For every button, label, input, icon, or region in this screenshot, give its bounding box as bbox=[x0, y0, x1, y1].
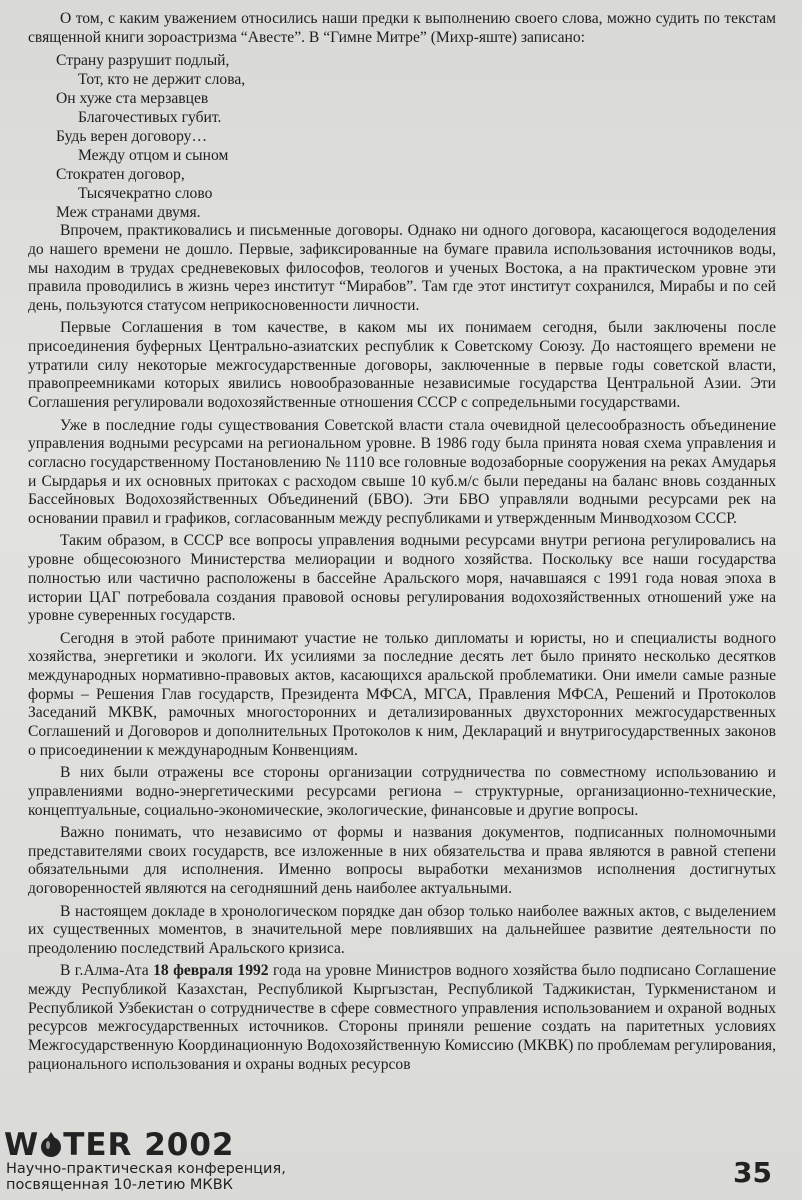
body-paragraph: Уже в последние годы существования Советской власти стала очевидной целесообразность объединение управления водными ресурсами на региональном уровне. В 1986 году была принята новая схема управления и согласно государственному Постановлению № 1110 все головные водозаборные сооружения на реках Амударья и Сырдарья и их основных притоках с расходом свыше 10 куб.м/с были переданы на баланс вновь созданных Бассейновых Водохозяйственных Объединений (БВО). Эти БВО управляли водными ресурсами рек на основании правил и графиков, согласованным между республиками и утвержденным Минводхозом СССР. bbox=[28, 416, 776, 528]
conference-line-2: посвященная 10-летию МКВК bbox=[6, 1177, 233, 1193]
poem-line: Между отцом и сыном bbox=[78, 147, 229, 165]
page-footer bbox=[0, 1128, 802, 1200]
poem-line: Стократен договор, bbox=[56, 166, 185, 184]
body-paragraph: Впрочем, практиковались и письменные договоры. Однако ни одного договора, касающегося вододеления до нашего времени не дошло. Первые, зафиксированные на бумаге правила использования источников воды, мы находим в трудах средневековых философов, теологов и ученых Востока, а на практическом уровне эти правила проводились в жизнь через институт “Мирабов”. Там где этот институт сохранился, Мирабы и по сей день, пользуются статусом неприкосновенности личности. bbox=[28, 222, 776, 314]
document-page bbox=[28, 10, 776, 1078]
intro-paragraph: О том, с каким уважением относились наши предки к выполнению своего слова, можно судить по текстам священной книги зороастризма “Авесте”. В “Гимне Митре” (Михр-яште) записано: bbox=[28, 10, 776, 46]
conference-line-1: Научно-практическая конференция, bbox=[6, 1161, 286, 1177]
poem-line: Страну разрушит подлый, bbox=[56, 52, 230, 70]
body-paragraphs bbox=[28, 222, 776, 959]
body-paragraph: Таким образом, в СССР все вопросы управления водными ресурсами внутри региона регулировались на уровне общесоюзного Министерства мелиорации и водного хозяйства. Поскольку все наши государства полностью или частично расположены в бассейне Аральского моря, начавшаяся с 1991 года новая эпоха в истории ЦАГ потребовала создания правовой основы регулирования водохозяйственных отношений уже на уровне суверенных государств. bbox=[28, 532, 776, 625]
body-paragraph: Важно понимать, что независимо от формы и названия документов, подписанных полномочными представителями своих государств, все изложенные в них обязательства и права являются в равной степени обязательными для исполнения. Именно вопросы выработки механизмов исполнения достигнутых договоренностей являются на сегодняшний день наиболее актуальными. bbox=[28, 824, 776, 898]
poem-line: Он хуже ста мерзавцев bbox=[56, 90, 209, 108]
poem-line: Меж странами двумя. bbox=[56, 204, 201, 222]
last-paragraph-after: года на уровне Министров водного хозяйства было подписано Соглашение между Республикой Казахстан, Республикой Кыргызстан, Республикой Таджикистан, Туркменистаном и Республикой Узбекистан о сотрудничестве в сфере совместного управления использованием и охраной водных ресурсов межгосударственных источников. Стороны приняли решение создать на паритетных условиях Межгосударственную Координационную Водохозяйственную Комиссию (МКВК) по проблемам регулирования, рационального использования и охраны водных ресурсов bbox=[28, 962, 776, 1073]
poem-line: Благочестивых губит. bbox=[78, 109, 222, 127]
logo-letter-w: W bbox=[4, 1127, 40, 1163]
poem-line: Будь верен договору… bbox=[56, 128, 208, 146]
water-drop-icon bbox=[40, 1130, 62, 1160]
page-number: 35 bbox=[733, 1156, 772, 1189]
body-paragraph: Первые Соглашения в том качестве, в каком мы их понимаем сегодня, были заключены после присоединения буферных Центрально-азиатских республик к Советскому Союзу. До настоящего времени не утратили силу некоторые межгосударственные договоры, заключенные в первые годы советской власти, правопреемниками которых явились новообразованные независимые государства Центральной Азии. Эти Соглашения регулировали водохозяйственные отношения СССР с сопредельными государствами. bbox=[28, 319, 776, 412]
water-2002-logo bbox=[4, 1128, 234, 1162]
body-paragraph: В них были отражены все стороны организации сотрудничества по совместному использованию и управлениями водно-энергетическими ресурсами региона – структурные, организационно-технические, концептуальные, социально-экономические, экологические, финансовые и другие вопросы. bbox=[28, 764, 776, 819]
body-paragraph: В настоящем докладе в хронологическом порядке дан обзор только наиболее важных актов, с выделением их существенных моментов, в значительной мере повлиявших на дальнейшее развитие деятельности по преодолению последствий Аральского кризиса. bbox=[28, 902, 776, 957]
poem-quote bbox=[28, 51, 776, 222]
body-paragraph: Сегодня в этой работе принимают участие не только дипломаты и юристы, но и специалисты водного хозяйства, энергетики и экологи. Их усилиями за последние десять лет было принято несколько десятков международных нормативно-правовых актов, касающихся аральской проблематики. Они имели самые разные формы – Решения Глав государств, Президента МФСА, МГСА, Правления МФСА, Решений и Протоколов Заседаний МКВК, рамочных многосторонних и детализированных двухсторонних межгосударственных Соглашений и Договоров и дополнительных Протоколов к ним, Деклараций и внутригосударственных законов о присоединении к международным Конвенциям. bbox=[28, 629, 776, 759]
last-paragraph bbox=[28, 962, 776, 1074]
logo-text: TER 2002 bbox=[63, 1127, 235, 1163]
last-paragraph-before: В г.Алма-Ата bbox=[60, 962, 154, 980]
date-highlight: 18 февраля 1992 bbox=[153, 962, 269, 980]
poem-line: Тот, кто не держит слова, bbox=[78, 71, 246, 89]
poem-line: Тысячекратно слово bbox=[78, 185, 213, 203]
